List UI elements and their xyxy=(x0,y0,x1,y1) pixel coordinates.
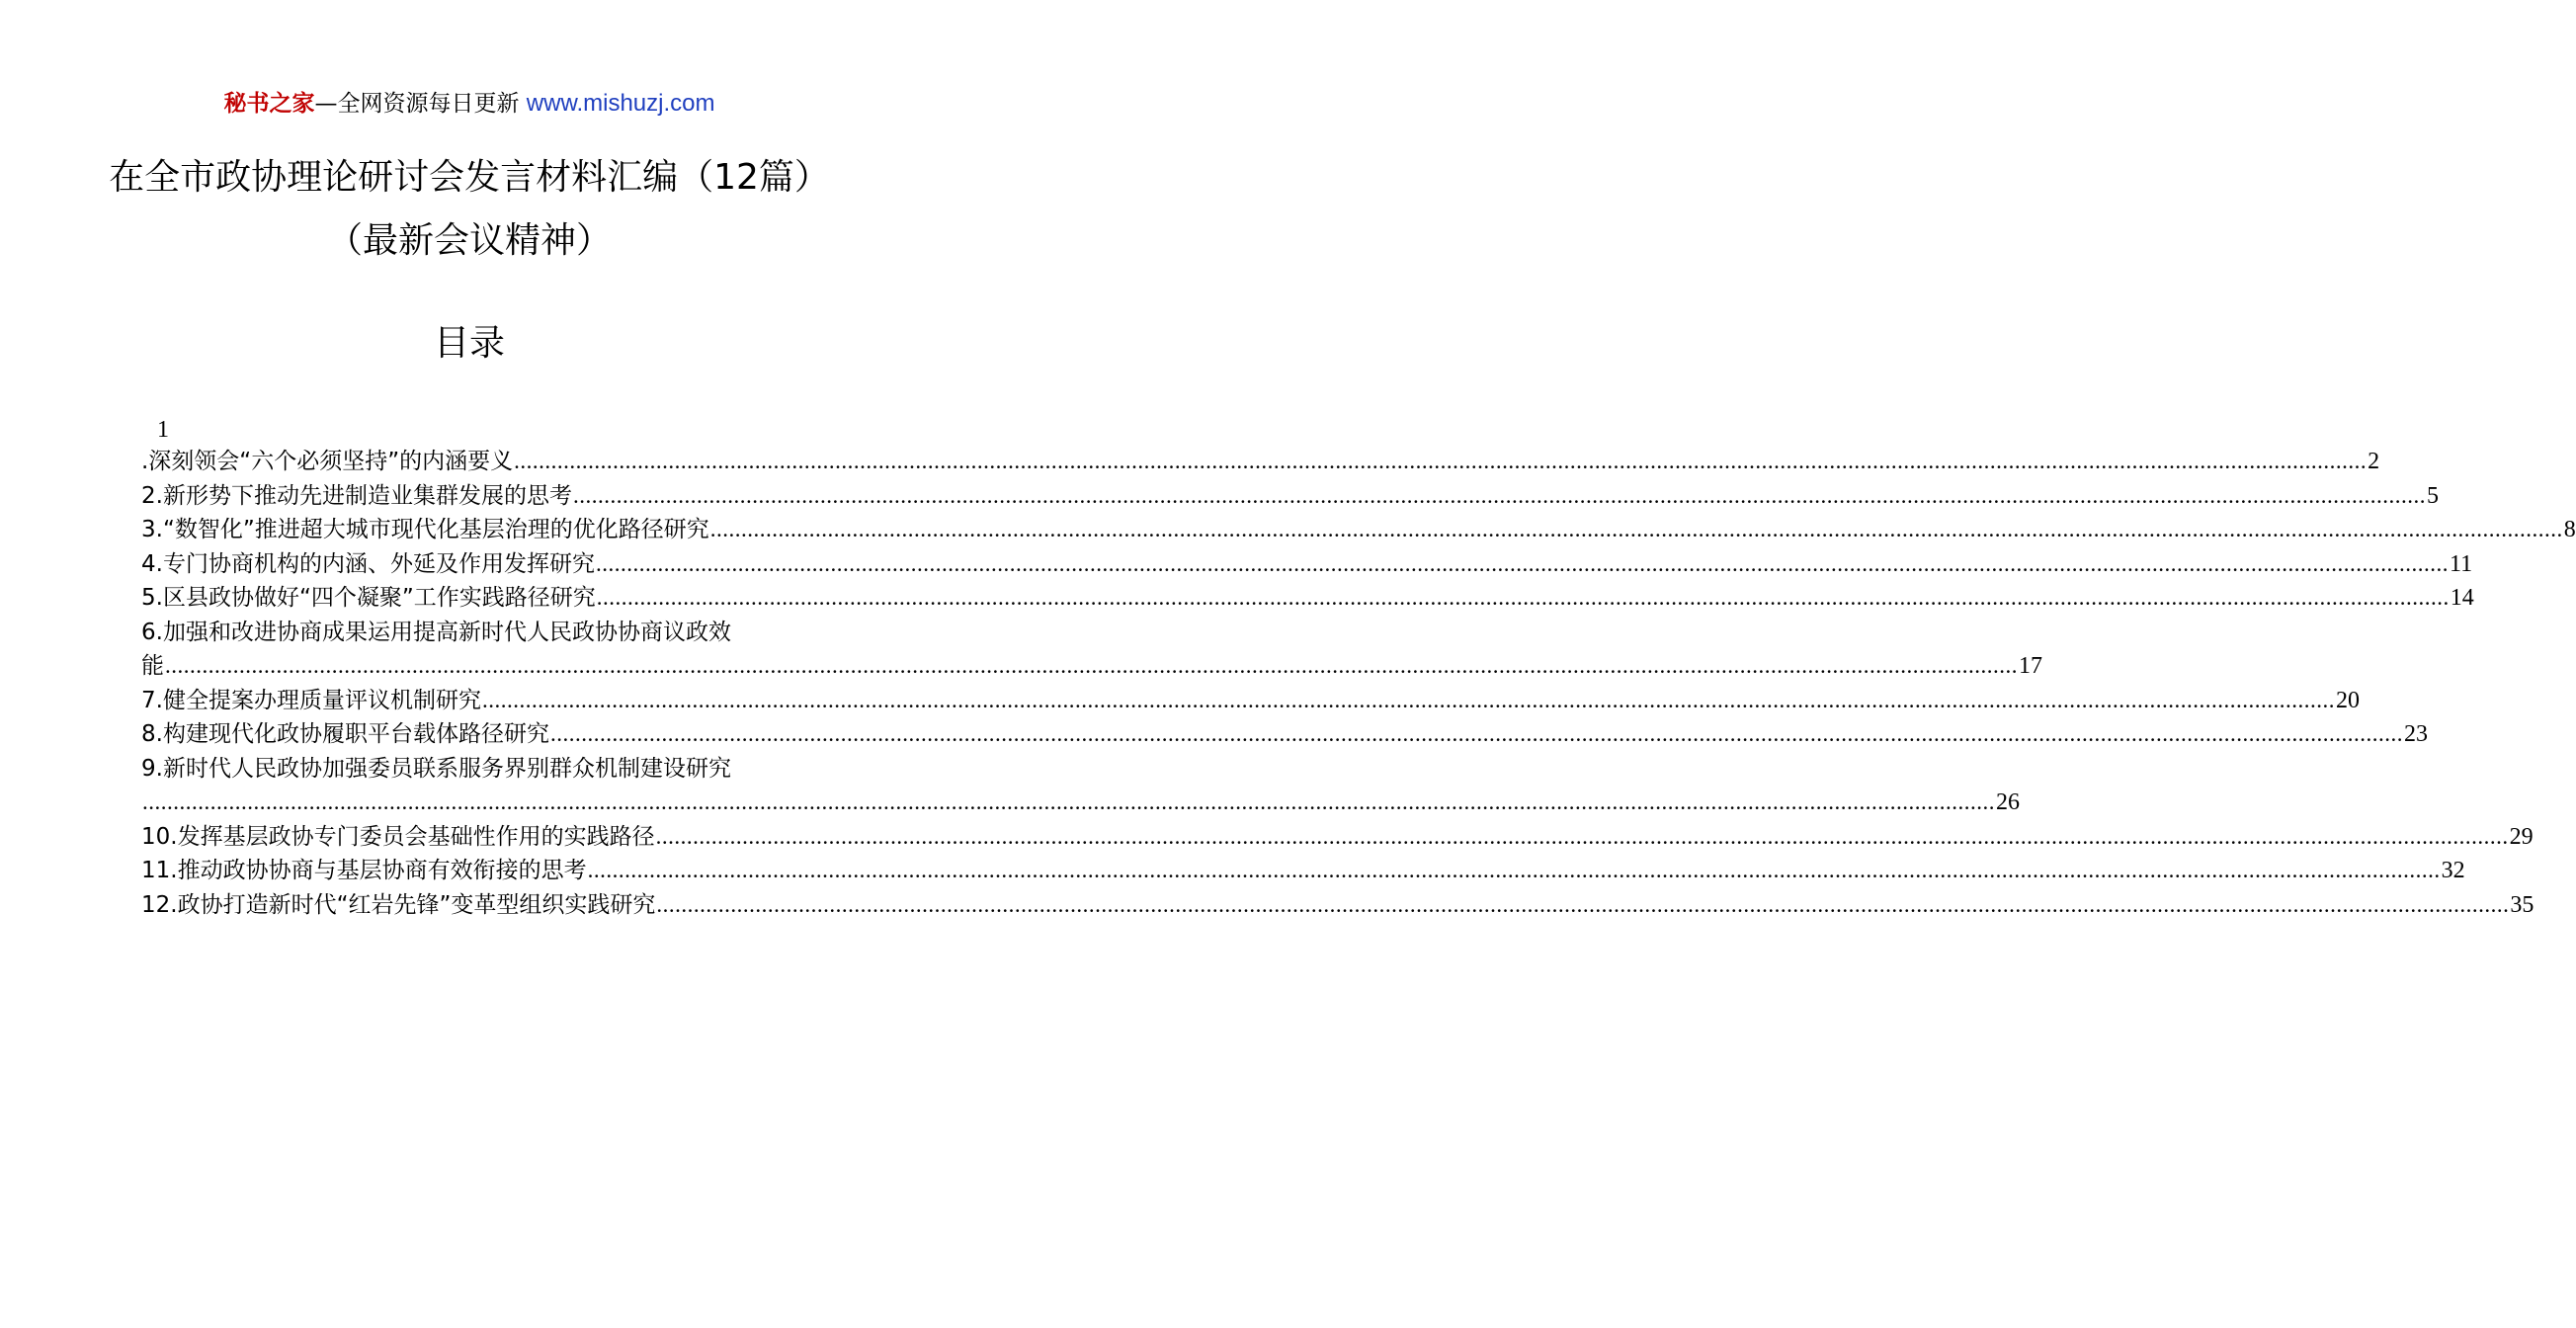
toc-leader-dots: ............................................................................................................................................................................................................................................................................................................ xyxy=(481,687,2335,712)
toc-item-page: 8 xyxy=(2563,517,2576,542)
toc-item-label: 10.发挥基层政协专门委员会基础性作用的实践路径 xyxy=(141,823,655,850)
toc-item-label: .深刻领会“六个必须坚持”的内涵要义 xyxy=(141,449,514,474)
toc-first-number: 1 xyxy=(157,417,169,443)
toc-item[interactable] xyxy=(141,513,2576,547)
toc-item-label-line1: 6.加强和改进协商成果运用提高新时代人民政协协商议政效 xyxy=(141,619,731,645)
toc-leader-dots: ............................................................................................................................................................................................................................................................................................................ xyxy=(572,482,2426,508)
toc-item-page: 20 xyxy=(2335,687,2360,713)
toc-item-page: 11 xyxy=(2449,550,2473,577)
toc-item-page: 5 xyxy=(2426,482,2439,509)
toc-item-page: 23 xyxy=(2403,721,2428,747)
toc-leader-dots: ............................................................................................................................................................................................................................................................................................................ xyxy=(656,891,2510,917)
toc-leader-dots: ............................................................................................................................................................................................................................................................................................................ xyxy=(514,449,2368,473)
toc-item-page: 35 xyxy=(2510,891,2534,918)
toc-item-page: 26 xyxy=(1996,789,2020,815)
toc-item-label: 2.新形势下推动先进制造业集群发展的思考 xyxy=(141,482,572,509)
toc-item[interactable] xyxy=(141,752,2020,820)
document-title: 在全市政协理论研讨会发言材料汇编（12篇）（最新会议精神） xyxy=(109,157,830,261)
toc-leader-dots: ............................................................................................................................................................................................................................................................................................................ xyxy=(709,517,2563,541)
site-header xyxy=(0,87,939,121)
toc-leader-dots: ............................................................................................................................................................................................................................................................................................................ xyxy=(549,721,2403,746)
toc-item[interactable] xyxy=(141,581,2474,616)
toc-item-label: 7.健全提案办理质量评议机制研究 xyxy=(141,687,481,713)
toc-item[interactable] xyxy=(141,820,2534,855)
toc-item-label-line1: 9.新时代人民政协加强委员联系服务界别群众机制建设研究 xyxy=(141,755,731,782)
toc-item[interactable] xyxy=(141,684,2360,718)
toc-leader-dots: ............................................................................................................................................................................................................................................................................................................ xyxy=(165,653,2018,678)
header-tagline: —全网资源每日更新 xyxy=(314,91,520,117)
toc-leader-dots: ............................................................................................................................................................................................................................................................................................................ xyxy=(595,550,2449,576)
table-of-contents xyxy=(141,415,2576,922)
toc-item-label: 8.构建现代化政协履职平台载体路径研究 xyxy=(141,721,549,747)
toc-item-page: 17 xyxy=(2019,653,2042,679)
toc-item[interactable] xyxy=(141,854,2465,888)
toc-item[interactable] xyxy=(141,479,2439,514)
toc-leader-dots: ............................................................................................................................................................................................................................................................................................................ xyxy=(655,823,2509,849)
site-url-link[interactable]: www.mishuzj.com xyxy=(526,90,715,117)
toc-item-label: 11.推动政协协商与基层协商有效衔接的思考 xyxy=(141,858,587,883)
toc-item[interactable] xyxy=(141,547,2473,582)
toc-leader-dots: ............................................................................................................................................................................................................................................................................................................ xyxy=(587,858,2441,882)
toc-item-page: 29 xyxy=(2509,823,2534,850)
toc-leader-dots: ............................................................................................................................................................................................................................................................................................................ xyxy=(596,585,2450,610)
toc-item-label: 5.区县政协做好“四个凝聚”工作实践路径研究 xyxy=(141,585,596,611)
toc-item-label: 3.“数智化”推进超大城市现代化基层治理的优化路径研究 xyxy=(141,517,709,542)
toc-leader-dots: ............................................................................................................................................................................................................................................................................................................ xyxy=(142,789,1995,814)
toc-item-label: 12.政协打造新时代“红岩先锋”变革型组织实践研究 xyxy=(141,891,656,918)
toc-item-page: 32 xyxy=(2441,858,2465,883)
toc-item[interactable] xyxy=(141,445,2380,479)
toc-item-page: 2 xyxy=(2368,449,2380,474)
toc-item-label-line2: 能 xyxy=(141,653,164,679)
toc-item[interactable] xyxy=(141,616,2042,684)
toc-item[interactable] xyxy=(141,717,2428,752)
toc-item-page: 14 xyxy=(2450,585,2474,611)
toc-heading: 目录 xyxy=(433,323,505,364)
toc-item[interactable] xyxy=(141,888,2534,923)
brand-name: 秘书之家 xyxy=(223,91,315,117)
toc-item-label: 4.专门协商机构的内涵、外延及作用发挥研究 xyxy=(141,550,595,577)
